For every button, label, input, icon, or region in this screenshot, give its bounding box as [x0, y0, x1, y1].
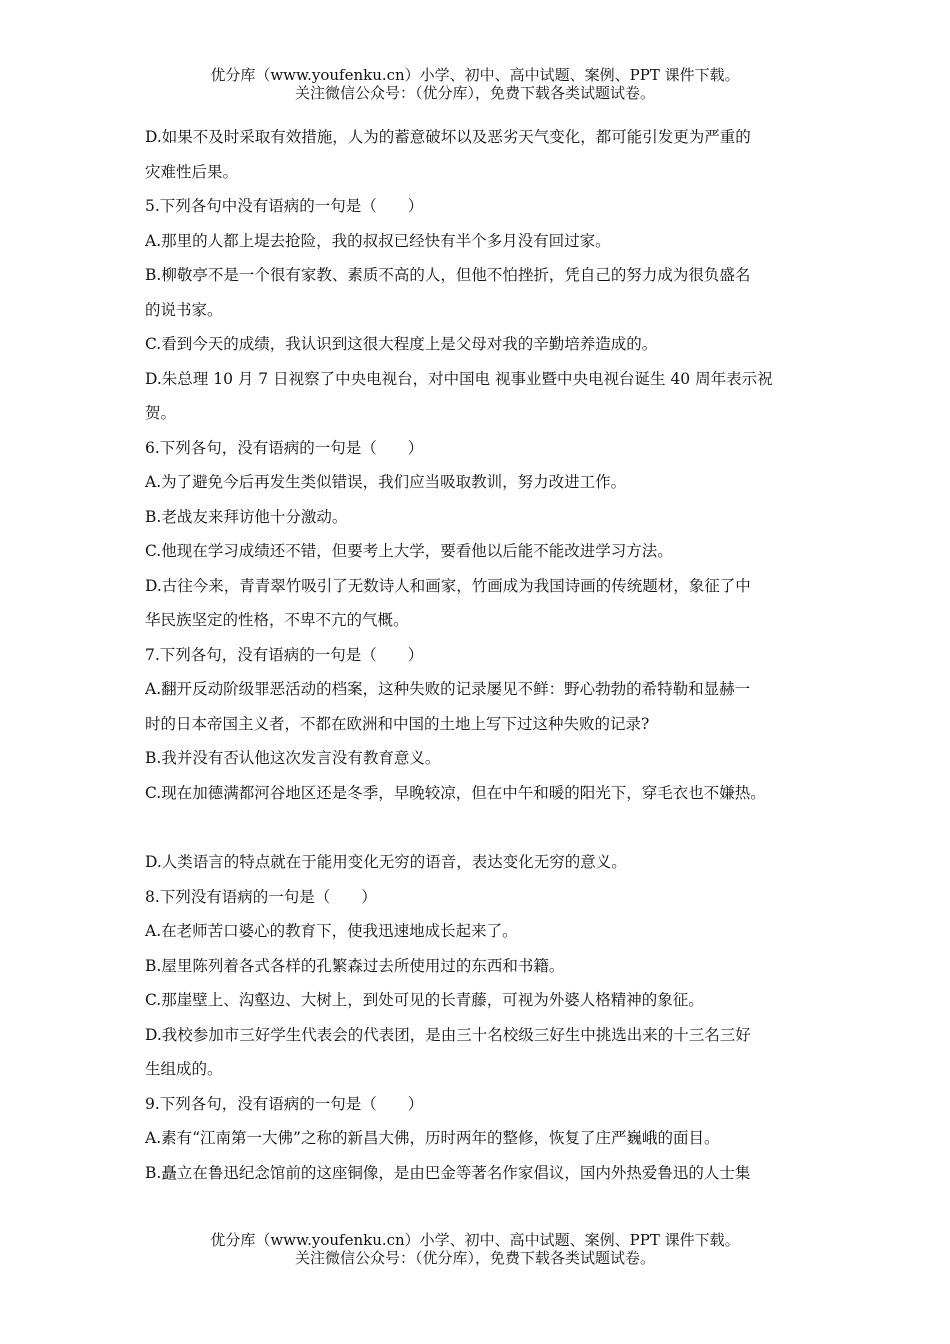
question-7-stem: 7.下列各句，没有语病的一句是（ ）: [145, 645, 424, 664]
text-line: B.矗立在鲁迅纪念馆前的这座铜像，是由巴金等著名作家倡议，国内外热爱鲁迅的人士集: [145, 1163, 751, 1182]
text-line: D.人类语言的特点就在于能用变化无穷的语音，表达变化无穷的意义。: [145, 853, 627, 871]
text-line: A.素有“江南第一大佛”之称的新昌大佛，历时两年的整修，恢复了庄严巍峨的面目。: [145, 1129, 720, 1147]
document-body: [145, 125, 825, 1195]
text-line: 时的日本帝国主义者，不都在欧洲和中国的土地上写下过这种失败的记录?: [145, 714, 650, 733]
text-line: 贺。: [145, 404, 177, 422]
text-line: C.那崖壁上、沟壑边、大树上，到处可见的长青藤，可视为外婆人格精神的象征。: [145, 991, 704, 1009]
header-line-2: 关注微信公众号：（优分库），免费下载各类试题试卷。: [294, 84, 655, 102]
text-line: C.他现在学习成绩还不错，但要考上大学，要看他以后能不能改进学习方法。: [145, 542, 673, 560]
text-line: 生组成的。: [145, 1060, 223, 1078]
text-line: C.现在加德满都河谷地区还是冬季，早晚较凉，但在中午和暖的阳光下，穿毛衣也不嫌热。: [145, 783, 766, 802]
footer-line-1: 优分库（www.youfenku.cn）小学、初中、高中试题、案例、PPT 课件下载。: [210, 1231, 740, 1249]
page-header: [0, 66, 950, 102]
text-line: D.朱总理 10 月 7 日视察了中央电视台，对中国电 视事业暨中央电视台诞生 40 周年表示祝: [145, 369, 773, 388]
question-9-stem: 9.下列各句，没有语病的一句是（ ）: [145, 1094, 424, 1113]
text-line: D.我校参加市三好学生代表会的代表团，是由三十名校级三好生中挑选出来的十三名三好: [145, 1025, 751, 1044]
header-line-1: 优分库（www.youfenku.cn）小学、初中、高中试题、案例、PPT 课件下载。: [210, 66, 740, 84]
question-5-stem: 5.下列各句中没有语病的一句是（ ）: [145, 197, 424, 215]
text-line: 的说书家。: [145, 300, 223, 319]
text-line: 灾难性后果。: [145, 162, 239, 181]
text-line: C.看到今天的成绩，我认识到这很大程度上是父母对我的辛勤培养造成的。: [145, 335, 658, 353]
text-line: A.为了避免今后再发生类似错误，我们应当吸取教训，努力改进工作。: [145, 473, 627, 491]
text-line: B.我并没有否认他这次发言没有教育意义。: [145, 749, 441, 767]
footer-line-2: 关注微信公众号：（优分库），免费下载各类试题试卷。: [294, 1249, 655, 1267]
text-line: B.柳敬亭不是一个很有家教、素质不高的人，但他不怕挫折，凭自己的努力成为很负盛名: [145, 266, 751, 284]
text-line: D.如果不及时采取有效措施，人为的蓄意破坏以及恶劣天气变化，都可能引发更为严重的: [145, 128, 751, 146]
question-8-stem: 8.下列没有语病的一句是（ ）: [145, 887, 377, 906]
text-line: A.翻开反动阶级罪恶活动的档案，这种失败的记录屡见不鲜：野心勃勃的希特勒和显赫一: [145, 680, 751, 698]
text-line: B.屋里陈列着各式各样的孔繁森过去所使用过的东西和书籍。: [145, 956, 565, 975]
text-line: D.古往今来，青青翠竹吸引了无数诗人和画家，竹画成为我国诗画的传统题材，象征了中: [145, 576, 751, 595]
page-footer: [0, 1231, 950, 1267]
text-line: A.在老师苦口婆心的教育下，使我迅速地成长起来了。: [145, 922, 518, 940]
text-line: A.那里的人都上堤去抢险，我的叔叔已经快有半个多月没有回过家。: [145, 231, 611, 250]
text-line: 华民族坚定的性格，不卑不亢的气概。: [145, 611, 409, 629]
text-line: B.老战友来拜访他十分激动。: [145, 507, 348, 526]
question-6-stem: 6.下列各句，没有语病的一句是（ ）: [145, 438, 424, 457]
